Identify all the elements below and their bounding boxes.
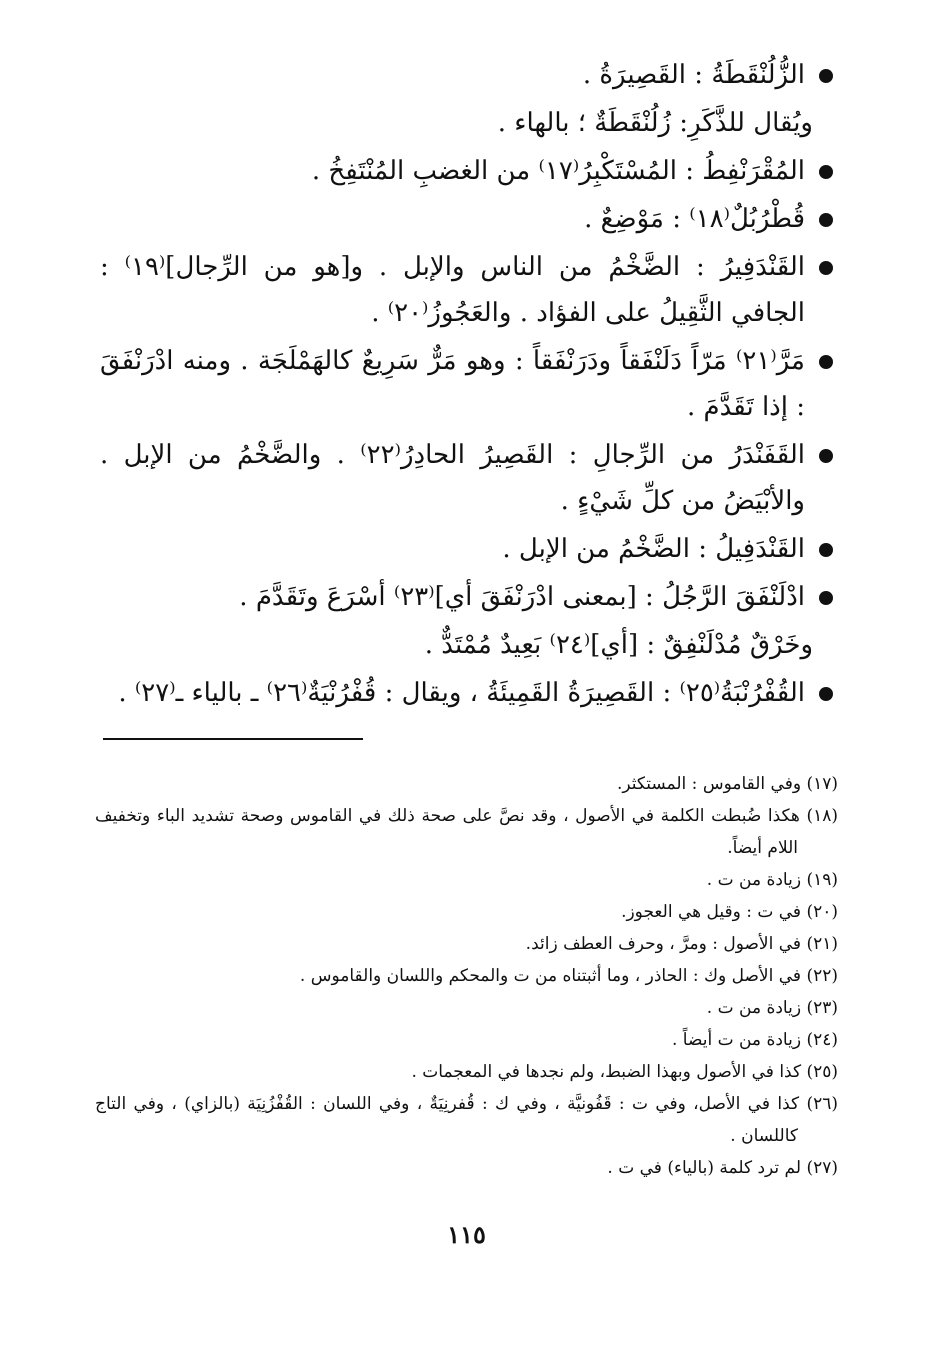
bullet-icon (819, 213, 833, 227)
entry (100, 52, 833, 98)
entry (100, 100, 833, 146)
entry-text: القَفَنْدَرُ من الرِّجالِ : القَصِيرُ الحادِرُ⁽٢٢⁾ . والضَّخْمُ من الإبل . والأبْيَضُ من كلِّ شَيْءٍ . (100, 440, 805, 516)
bullet-icon (819, 165, 833, 179)
footnote: (٢١) في الأصول : ومرَّ ، وحرف العطف زائد. (525, 934, 838, 954)
bullet-icon (819, 449, 833, 463)
footnote: (٢٤) زيادة من ت أيضاً . (672, 1030, 838, 1050)
page-number: ١١٥ (447, 1220, 486, 1249)
bullet-icon (819, 591, 833, 605)
bullet-icon (819, 687, 833, 701)
entry (100, 196, 833, 242)
footnote: (٢٥) كذا في الأصول وبهذا الضبط، ولم نجدها في المعجمات . (411, 1062, 838, 1082)
footnote-divider (103, 738, 363, 740)
entry-text: القُفْرُنْبَةُ⁽٢٥⁾ : القَصِيرَةُ القَمِيئَةُ ، ويقال : قُفْرُنْيَةٌ⁽٢٦⁾ ـ بالياء ـ⁽٢٧⁾ . (118, 678, 805, 708)
footnote: (٢٣) زيادة من ت . (706, 998, 838, 1018)
entry-text: القَنْدَفِيرُ : الضَّخْمُ من الناس والإبل . و[هو من الرِّجال]⁽١٩⁾ : الجافي الثَّقِيلُ على الفؤاد . والعَجُوزُ⁽٢٠⁾ . (100, 252, 805, 328)
footnote: (٢٢) في الأصل وك : الحاذر ، وما أثبتناه من ت والمحكم واللسان والقاموس . (299, 966, 838, 986)
entry (100, 622, 833, 668)
bullet-icon (819, 69, 833, 83)
entry-text: المُقْرَنْفِطُ : المُسْتَكْبِرُ⁽١٧⁾ من الغضبِ المُنْتَفِخُ . (311, 156, 805, 186)
footnote: (١٧) وفي القاموس : المستكثر. (616, 774, 838, 794)
footnote: (٢٧) لم ترد كلمة (بالياء) في ت . (607, 1158, 838, 1178)
entry-text: ادْلَنْفَقَ الرَّجُلُ : [بمعنى ادْرَنْفَقَ أي]⁽٢٣⁾ أسْرَعَ وتَقَدَّمَ . (239, 582, 805, 612)
entry-text: القَنْدَفِيلُ : الضَّخْمُ من الإبل . (502, 534, 805, 564)
entry (100, 432, 833, 524)
bullet-icon (819, 543, 833, 557)
footnote: (٢٠) في ت : وقيل هي العجوز. (621, 902, 838, 922)
entry-text: ويُقال للذَّكَرِ: زُلُنْقَطَةٌ ؛ بالهاء . (497, 108, 813, 138)
footnotes (95, 768, 838, 1184)
entry (100, 670, 833, 716)
entry-text: قُطْرُبُلٌ⁽١٨⁾ : مَوْضِعٌ . (584, 204, 805, 234)
dictionary-entries (100, 52, 833, 718)
bullet-icon (819, 261, 833, 275)
entry-text: وخَرْقٌ مُدْلَنْفِقٌ : [أي]⁽٢٤⁾ بَعِيدٌ مُمْتَدٌّ . (424, 630, 813, 660)
entry (100, 338, 833, 430)
entry-text: مَرَّ⁽٢١⁾ مَرّاً دَلَنْفَقاً ودَرَنْفَقاً : وهو مَرٌّ سَرِيعٌ كالهَمْلَجَة . ومنه ادْرَنْفَقَ : إذا تَقَدَّمَ . (100, 346, 805, 422)
entry (100, 244, 833, 336)
footnote: (١٩) زيادة من ت . (706, 870, 838, 890)
entry (100, 574, 833, 620)
footnote: (٢٦) كذا في الأصل، وفي ت : قَفُونيَّة ، وفي ك : قُفرنِيَةٌ ، وفي اللسان : القُفْزُنِيَة (بالزاي) ، وفي التاج كاللسان . (95, 1094, 838, 1146)
entry-text: الزُّلُنْقَطَةُ : القَصِيرَةُ . (582, 60, 805, 90)
entry (100, 148, 833, 194)
footnote: (١٨) هكذا ضُبطت الكلمة في الأصول ، وقد نصَّ على صحة ذلك في القاموس وصحة تشديد الباء وتخفيف اللام أيضاً. (95, 806, 838, 858)
bullet-icon (819, 355, 833, 369)
entry (100, 526, 833, 572)
